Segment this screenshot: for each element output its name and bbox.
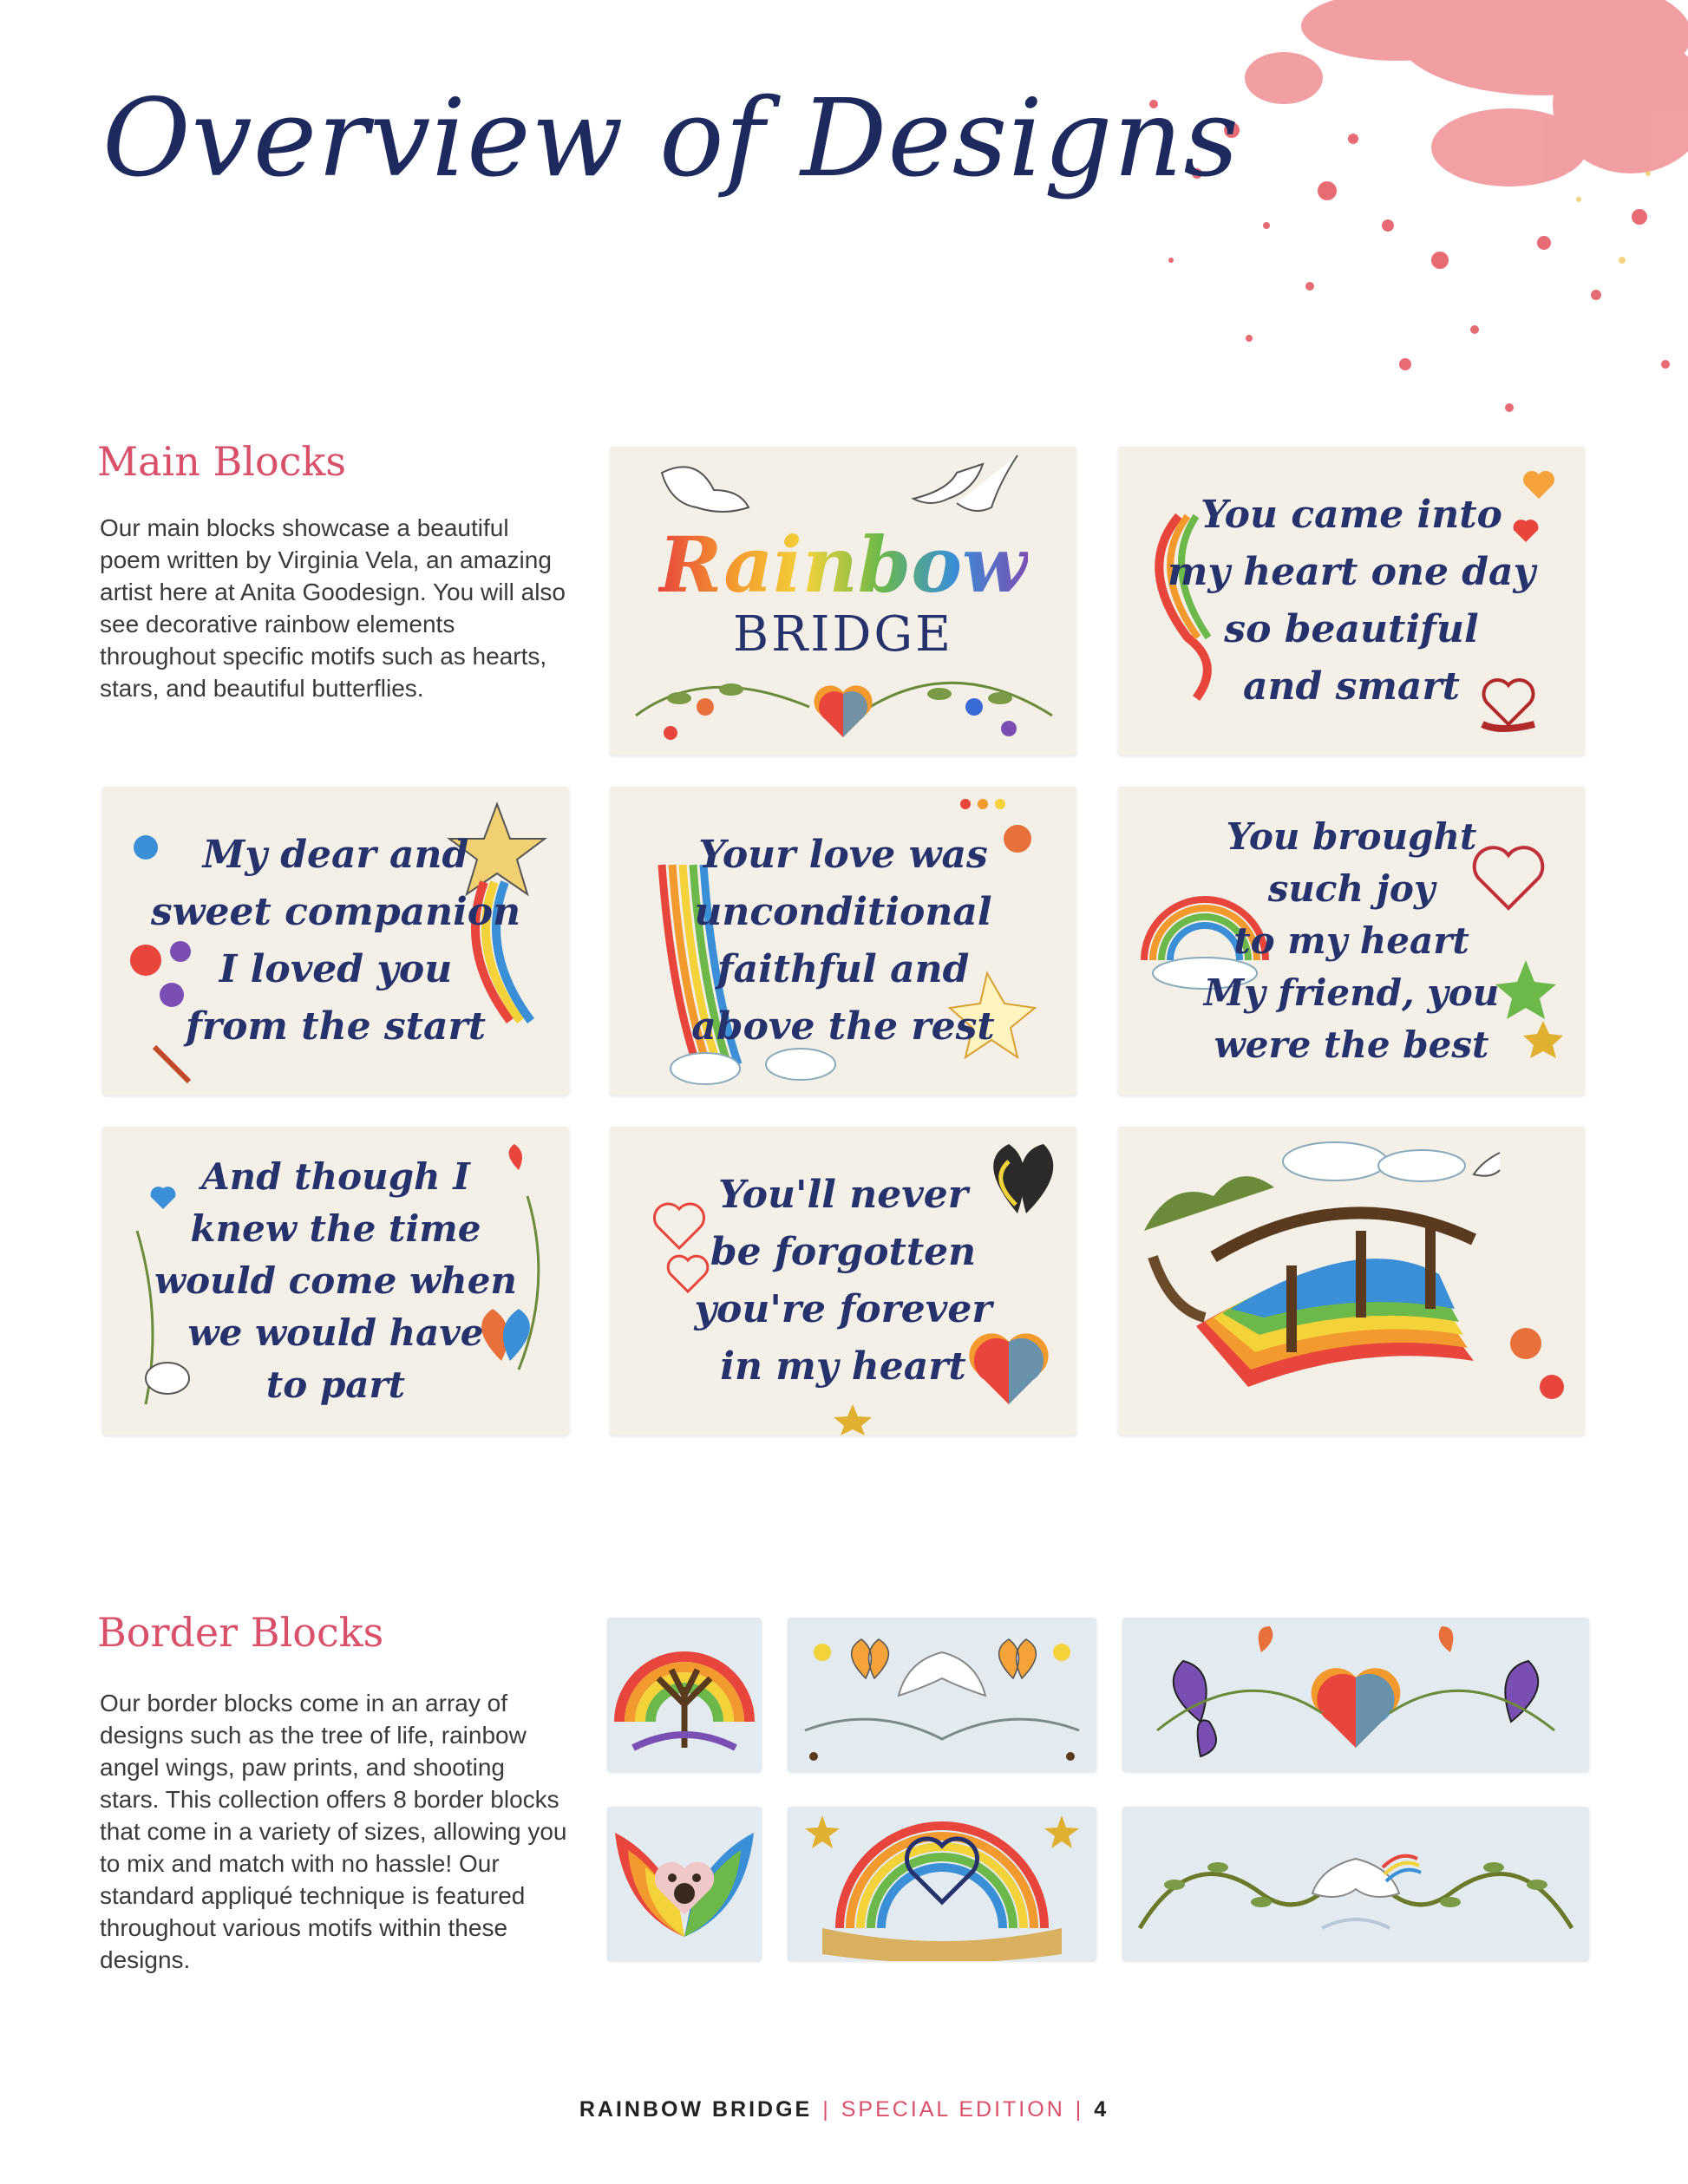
poem-text-4: You brought such joy to my heart My friend, you were the best [1203, 815, 1500, 1066]
heart-butterflies-icon [1122, 1618, 1589, 1772]
border-block-rainbow-banner [788, 1807, 1096, 1961]
poem-text-2: My dear and sweet companion I loved you from the start [150, 833, 521, 1049]
border-blocks-description: Our border blocks come in an array of designs such as the tree of life, rainbow angel wings, paw prints, and shooting stars. This collection offers 8 border blocks that come in a variety of sizes, allowing you to mix and match with no hassle! Our standard appliqué technique is featured throughout various motifs within these designs. [100, 1690, 567, 1973]
rainbow-bridge-title-block [610, 447, 1076, 755]
border-block-tree-of-life [607, 1618, 762, 1772]
rainbow-bridge-scene-icon [1118, 1127, 1585, 1435]
footer-edition: SPECIAL EDITION [841, 2097, 1065, 2122]
border-block-angel-wings-paw [607, 1807, 762, 1961]
rainbow-bridge-scene-block [1118, 1127, 1585, 1435]
watercolor-splash [1024, 0, 1688, 486]
poem-block-4 [1118, 787, 1585, 1095]
page-footer [0, 2097, 1688, 2122]
poem-block-6 [610, 1127, 1076, 1435]
poem-block-1 [1118, 447, 1585, 755]
rainbow-banner-stars-icon [788, 1807, 1096, 1961]
poem-text-5: And though I knew the time would come when we would have to part [154, 1155, 517, 1406]
poem-text-1: You came into my heart one day so beautiful and smart [1167, 493, 1536, 709]
poem-block-3 [610, 787, 1076, 1095]
footer-page-number: 4 [1094, 2097, 1109, 2122]
page-title: Overview of Designs [102, 76, 1240, 201]
poem-text-3: Your love was unconditional faithful and above the rest [691, 833, 995, 1049]
dove-butterflies-icon [788, 1618, 1096, 1772]
angel-wings-paw-icon [607, 1807, 762, 1961]
footer-brand: RAINBOW BRIDGE [579, 2097, 813, 2122]
main-blocks-heading: Main Blocks [97, 438, 346, 485]
footer-separator-1: | [822, 2097, 831, 2122]
main-blocks-description: Our main blocks showcase a beautiful poem written by Virginia Vela, an amazing artist here at Anita Goodesign. You will also see decorative rainbow elements throughout specific motifs such as hearts, stars, and beautiful butterflies. [100, 514, 566, 702]
border-block-dove-vines [1122, 1807, 1589, 1961]
tree-of-life-icon [607, 1618, 762, 1772]
poem-block-2 [102, 787, 569, 1095]
border-block-heart-butterflies [1122, 1618, 1589, 1772]
dove-vines-icon [1122, 1807, 1589, 1961]
footer-separator-2: | [1075, 2097, 1084, 2122]
poem-block-5 [102, 1127, 569, 1435]
border-blocks-heading: Border Blocks [97, 1609, 384, 1656]
border-block-dove-butterflies [788, 1618, 1096, 1772]
bridge-word: BRIDGE [733, 605, 953, 663]
poem-text-6: You'll never be forgotten you're forever in my heart [694, 1173, 992, 1389]
rainbow-word: Rainbow [658, 519, 1028, 610]
